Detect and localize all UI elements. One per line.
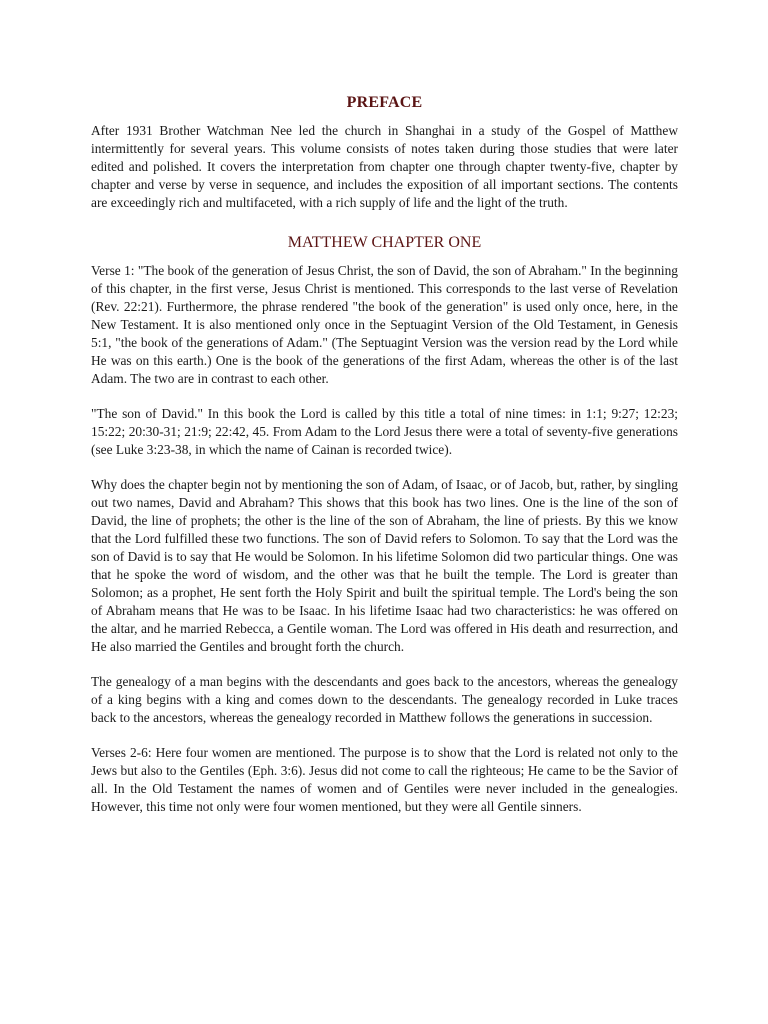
preface-paragraph: After 1931 Brother Watchman Nee led the church in Shanghai in a study of the Gospel of Matthew intermittently for several years. This volume consists of notes taken during those studies that were later edited and polished. It covers the interpretation from chapter one through chapter twenty-five, chapter by chapter and verse by verse in sequence, and includes the exposition of all important sections. The contents are exceedingly rich and multifaceted, with a rich supply of life and the light of the truth.: [91, 123, 678, 210]
preface-heading: PREFACE: [346, 94, 423, 111]
chapter-paragraph-2: "The son of David." In this book the Lord is called by this title a total of nine times: in 1:1; 9:27; 12:23; 15:22; 20:30-31; 21:9; 22:42, 45. From Adam to the Lord Jesus there were a total of seventy-five generations (see Luke 3:23-38, in which the name of Cainan is recorded twice).: [91, 406, 678, 457]
chapter-paragraph-5: Verses 2-6: Here four women are mentioned. The purpose is to show that the Lord is related not only to the Jews but also to the Gentiles (Eph. 3:6). Jesus did not come to call the righteous; He came to be the Savior of all. In the Old Testament the names of women and of Gentiles were never included in the genealogies. However, this time not only were four women mentioned, but they were all Gentile sinners.: [91, 745, 678, 814]
document-page: [91, 94, 678, 816]
chapter-paragraph-4: The genealogy of a man begins with the descendants and goes back to the ancestors, whereas the genealogy of a king begins with a king and comes down to the descendants. The genealogy recorded in Luke traces back to the ancestors, whereas the genealogy recorded in Matthew follows the generations in succession.: [91, 674, 678, 725]
chapter-paragraph-3: Why does the chapter begin not by mentioning the son of Adam, of Isaac, or of Jacob, but, rather, by singling out two names, David and Abraham? This shows that this book has two lines. One is the line of the son of David, the line of prophets; the other is the line of the son of Abraham, the line of priests. By this we know that the Lord fulfilled these two functions. The son of David refers to Solomon. To say that the Lord was the son of David is to say that He would be Solomon. In his lifetime Solomon did two particular things. One was that he spoke the word of wisdom, and the other was that he built the temple. The Lord is greater than Solomon; as a prophet, He sent forth the Holy Spirit and built the spiritual temple. The Lord's being the son of Abraham means that He was to be Isaac. In his lifetime Isaac had two characteristics: he was offered on the altar, and he married Rebecca, a Gentile woman. The Lord was offered in His death and resurrection, and He also married the Gentiles and brought forth the church.: [91, 477, 678, 654]
chapter-heading: MATTHEW CHAPTER ONE: [287, 234, 482, 251]
chapter-paragraph-1: Verse 1: "The book of the generation of Jesus Christ, the son of David, the son of Abraham." In the beginning of this chapter, in the first verse, Jesus Christ is mentioned. This corresponds to the last verse of Revelation (Rev. 22:21). Furthermore, the phrase rendered "the book of the generation" is used only once, here, in the New Testament. It is also mentioned only once in the Septuagint Version of the Old Testament, in Genesis 5:1, "the book of the generations of Adam." (The Septuagint Version was the version read by the Lord while He was on this earth.) One is the book of the generations of the first Adam, whereas the other is of the last Adam. The two are in contrast to each other.: [91, 263, 678, 386]
